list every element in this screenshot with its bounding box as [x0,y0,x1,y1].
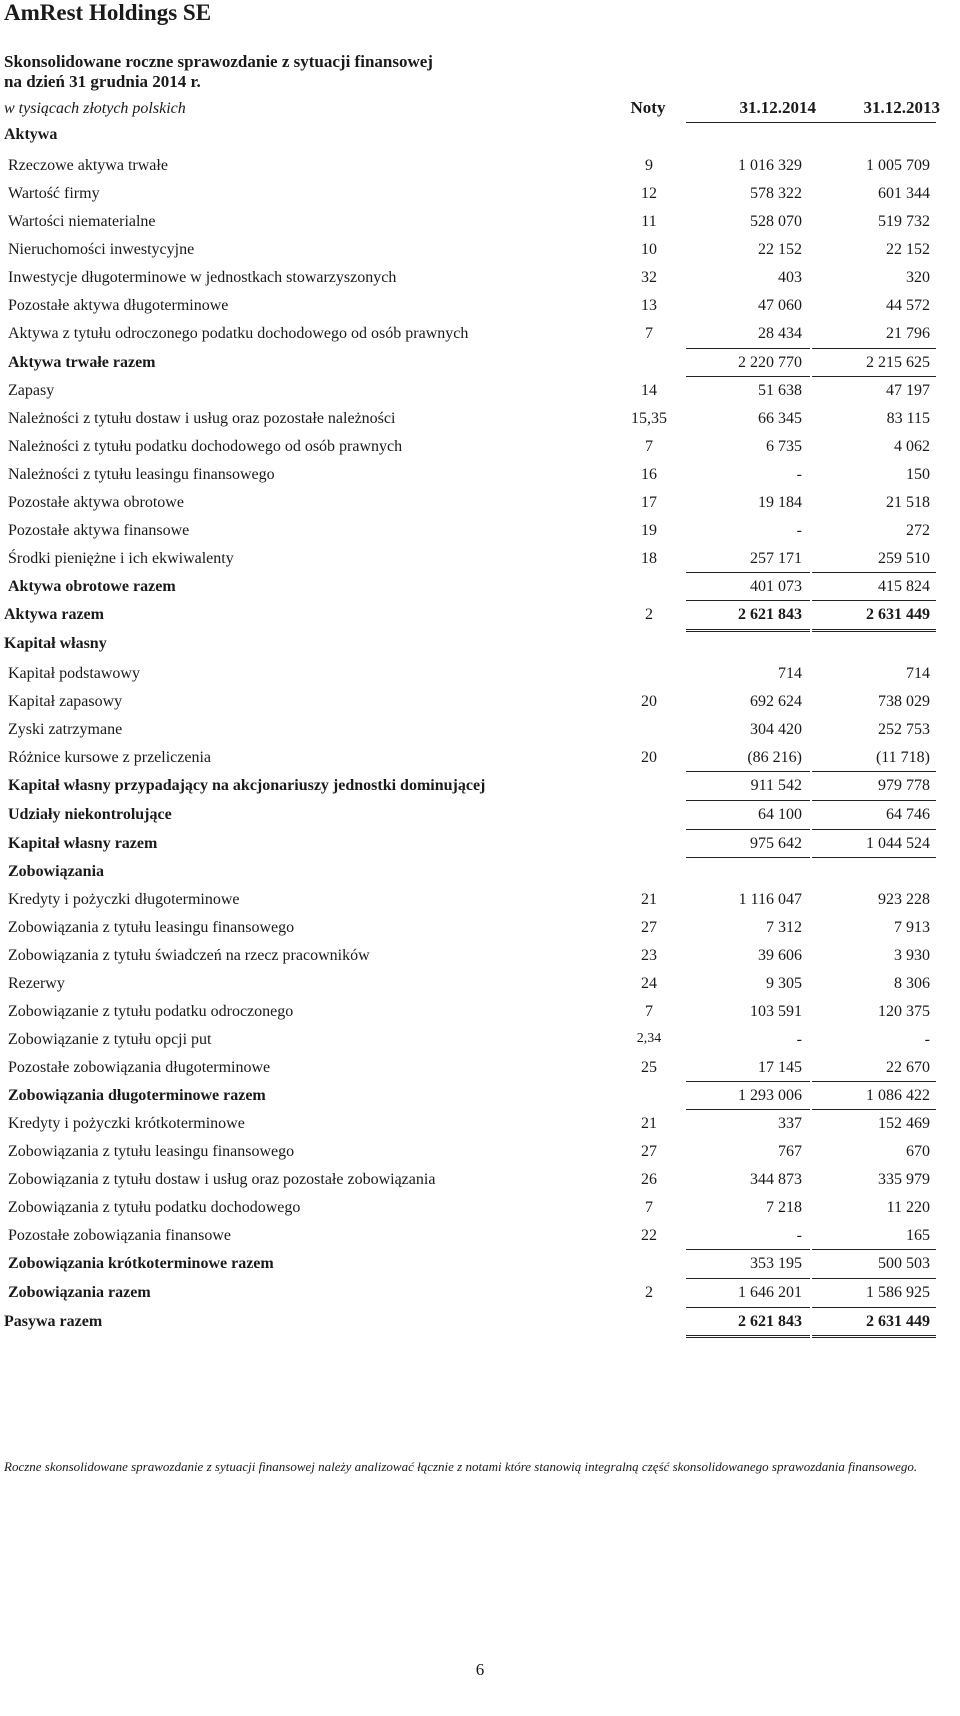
year-2013-column-header: 31.12.2013 [863,98,940,117]
value-2014: 2 621 843 [738,1313,802,1330]
row-label: Pozostałe zobowiązania długoterminowe [8,1059,271,1076]
value-2013: - [924,1031,930,1048]
value-2014: 2 220 770 [738,354,802,371]
underline-rule [686,572,810,573]
value-2013: 152 469 [878,1115,930,1132]
value-2014: 7 312 [766,919,802,936]
table-row [0,185,960,213]
value-2014: 257 171 [750,550,802,567]
table-row [0,438,960,466]
underline-rule [686,1307,810,1308]
row-label: Kredyty i pożyczki długoterminowe [8,891,240,908]
value-2013: 1 086 422 [866,1087,930,1104]
table-row [0,494,960,522]
value-2014: 64 100 [758,806,802,823]
value-2013: 22 670 [886,1059,930,1076]
row-label: Udziały niekontrolujące [8,806,172,823]
underline-rule [812,629,936,632]
underline-rule [686,1249,810,1250]
underline-rule [686,348,810,349]
value-2013: 165 [906,1227,930,1244]
value-2013: 11 220 [886,1199,930,1216]
value-2014: 403 [778,269,802,286]
value-2014: 911 542 [750,777,802,794]
notes-column-header: Noty [630,98,666,117]
table-row [0,919,960,947]
balance-sheet-table [0,126,960,1341]
table-row [0,749,960,777]
row-note: 15,35 [631,410,667,427]
underline-rule [812,1249,936,1250]
table-row [0,975,960,1003]
value-2013: 272 [906,522,930,539]
underline-rule [812,600,936,601]
value-2013: 120 375 [878,1003,930,1020]
table-row [0,269,960,297]
row-note: 2,34 [636,1031,662,1046]
value-2014: - [796,1227,802,1244]
underline-rule [812,1109,936,1110]
value-2014: - [796,1031,802,1048]
table-row [0,213,960,241]
value-2014: 22 152 [758,241,802,258]
value-2013: 2 631 449 [866,1313,930,1330]
row-note: 19 [641,522,657,539]
value-2013: 335 979 [878,1171,930,1188]
table-row [0,578,960,606]
row-note: 7 [645,438,653,455]
table-row [0,297,960,325]
row-note: 21 [641,891,657,908]
value-2013: 4 062 [894,438,930,455]
row-note: 7 [645,1199,653,1216]
value-2014: 7 218 [766,1199,802,1216]
row-label: Aktywa z tytułu odroczonego podatku dochodowego od osób prawnych [8,325,469,342]
table-row [0,1143,960,1171]
value-2014: 17 145 [758,1059,802,1076]
value-2014: 66 345 [758,410,802,427]
row-note: 12 [641,185,657,202]
underline-rule [686,771,810,772]
row-label: Należności z tytułu leasingu finansowego [8,466,275,483]
table-row [0,835,960,863]
table-row [0,1284,960,1313]
row-label: Różnice kursowe z przeliczenia [8,749,212,766]
value-2013: 670 [906,1143,930,1160]
value-2013: 47 197 [886,382,930,399]
value-2013: 259 510 [878,550,930,567]
row-note: 20 [641,693,657,710]
row-label: Pasywa razem [4,1313,103,1330]
underline-rule [812,1307,936,1308]
row-label: Pozostałe aktywa finansowe [8,522,190,539]
value-2013: 320 [906,269,930,286]
table-row [0,806,960,835]
value-2014: 103 591 [750,1003,802,1020]
table-row [0,325,960,354]
row-note: 17 [641,494,657,511]
value-2013: 979 778 [878,777,930,794]
currency-unit: w tysiącach złotych polskich [4,100,186,117]
row-note: 18 [641,550,657,567]
value-2013: 714 [906,665,930,682]
row-note: 2 [645,1284,653,1301]
table-row [0,382,960,410]
value-2014: 578 322 [750,185,802,202]
row-note: 23 [641,947,657,964]
table-row [0,947,960,975]
statement-date: na dzień 31 grudnia 2014 r. [4,72,201,91]
table-row [0,863,960,891]
value-2014: 51 638 [758,382,802,399]
underline-rule [812,1278,936,1279]
row-note: 7 [645,325,653,342]
row-label: Zyski zatrzymane [8,721,123,738]
row-label: Zobowiązanie z tytułu opcji put [8,1031,212,1048]
value-2014: 344 873 [750,1171,802,1188]
underline-rule [812,1335,936,1338]
underline-rule [686,1335,810,1338]
row-label: Aktywa razem [4,606,104,623]
value-2013: 21 518 [886,494,930,511]
underline-rule [686,857,810,858]
row-label: Wartości niematerialne [8,213,156,230]
row-label: Kapitał zapasowy [8,693,123,710]
table-row [0,466,960,494]
row-label: Zobowiązania z tytułu świadczeń na rzecz pracowników [8,947,370,964]
value-2014: 353 195 [750,1255,802,1272]
underline-rule [812,800,936,801]
value-2013: 64 746 [886,806,930,823]
row-label: Pozostałe zobowiązania finansowe [8,1227,232,1244]
table-row [0,1031,960,1059]
value-2013: 500 503 [878,1255,930,1272]
underline-rule [812,857,936,858]
underline-rule [812,348,936,349]
underline-rule [686,1109,810,1110]
row-label: Aktywa obrotowe razem [8,578,176,595]
table-row [0,1171,960,1199]
value-2013: 83 115 [886,410,930,427]
statement-title: Skonsolidowane roczne sprawozdanie z sytuacji finansowej [4,52,433,71]
table-row [0,606,960,635]
row-label: Kapitał własny razem [8,835,158,852]
value-2014: 47 060 [758,297,802,314]
row-note: 20 [641,749,657,766]
row-note: 27 [641,1143,657,1160]
row-note: 21 [641,1115,657,1132]
value-2013: 1 586 925 [866,1284,930,1301]
value-2014: 2 621 843 [738,606,802,623]
table-row [0,1059,960,1087]
table-row [0,522,960,550]
row-label: Aktywa trwałe razem [8,354,156,371]
table-row [0,721,960,749]
value-2014: 714 [778,665,802,682]
value-2013: 252 753 [878,721,930,738]
row-note: 2 [645,606,653,623]
value-2014: 337 [778,1115,802,1132]
row-label: Środki pieniężne i ich ekwiwalenty [8,550,234,567]
row-note: 25 [641,1059,657,1076]
value-2014: 767 [778,1143,802,1160]
row-note: 13 [641,297,657,314]
value-2013: 150 [906,466,930,483]
table-row [0,777,960,806]
value-2013: 3 930 [894,947,930,964]
row-note: 26 [641,1171,657,1188]
table-row [0,1003,960,1031]
table-row [0,1199,960,1227]
row-label: Kapitał podstawowy [8,665,140,682]
underline-rule [686,600,810,601]
row-note: 22 [641,1227,657,1244]
footnote: Roczne skonsolidowane sprawozdanie z sytuacji finansowej należy analizować łącznie z notami które stanowią integralną część skonsolidowanego sprawozdania finansowego. [4,1459,918,1474]
row-label: Kapitał własny przypadający na akcjonariuszy jednostki dominującej [8,777,486,794]
value-2013: 1 005 709 [866,157,930,174]
value-2013: 415 824 [878,578,930,595]
row-label: Zobowiązania razem [8,1284,151,1301]
company-name: AmRest Holdings SE [4,0,212,25]
value-2013: 21 796 [886,325,930,342]
value-2014: 401 073 [750,578,802,595]
row-label: Inwestycje długoterminowe w jednostkach stowarzyszonych [8,269,397,286]
value-2014: (86 216) [747,749,802,766]
value-2013: 601 344 [878,185,930,202]
underline-rule [812,572,936,573]
row-note: 7 [645,1003,653,1020]
value-2013: 1 044 524 [866,835,930,852]
value-2013: 923 228 [878,891,930,908]
column-header-row [4,98,940,122]
row-note: 24 [641,975,657,992]
value-2014: 975 642 [750,835,802,852]
row-label: Zobowiązania długoterminowe razem [8,1087,266,1104]
underline-rule [686,800,810,801]
value-2014: 692 624 [750,693,802,710]
row-label: Pozostałe aktywa obrotowe [8,494,184,511]
row-note: 16 [641,466,657,483]
header-underline [686,122,936,123]
value-2014: 1 646 201 [738,1284,802,1301]
row-label: Wartość firmy [8,185,100,202]
table-row [0,241,960,269]
table-row [0,1255,960,1284]
row-label: Zobowiązania [8,863,105,880]
table-row [0,1087,960,1115]
underline-rule [812,771,936,772]
row-note: 11 [641,213,657,230]
row-note: 10 [641,241,657,258]
value-2014: 39 606 [758,947,802,964]
underline-rule [812,1081,936,1082]
value-2013: 2 631 449 [866,606,930,623]
value-2013: 519 732 [878,213,930,230]
row-label: Zapasy [8,382,55,399]
table-row [0,665,960,693]
row-label: Kapitał własny [4,635,107,652]
year-2014-column-header: 31.12.2014 [739,98,816,117]
value-2014: 1 016 329 [738,157,802,174]
table-row [0,126,960,157]
value-2014: 304 420 [750,721,802,738]
row-note: 9 [645,157,653,174]
underline-rule [812,829,936,830]
row-label: Zobowiązania z tytułu dostaw i usług oraz pozostałe zobowiązania [8,1171,436,1188]
value-2014: 528 070 [750,213,802,230]
value-2013: 7 913 [894,919,930,936]
table-row [0,550,960,578]
value-2014: - [796,466,802,483]
row-label: Aktywa [4,126,58,143]
table-row [0,1313,960,1341]
underline-rule [686,629,810,632]
value-2014: 9 305 [766,975,802,992]
table-row [0,157,960,185]
page-number: 6 [475,1660,485,1679]
row-note: 27 [641,919,657,936]
value-2013: 22 152 [886,241,930,258]
underline-rule [686,829,810,830]
value-2013: (11 718) [875,749,930,766]
row-label: Zobowiązania z tytułu podatku dochodowego [8,1199,301,1216]
table-row [0,1115,960,1143]
value-2013: 8 306 [894,975,930,992]
value-2013: 738 029 [878,693,930,710]
row-label: Nieruchomości inwestycyjne [8,241,195,258]
underline-rule [812,376,936,377]
row-label: Należności z tytułu dostaw i usług oraz pozostałe należności [8,410,396,427]
row-label: Kredyty i pożyczki krótkoterminowe [8,1115,245,1132]
row-label: Rzeczowe aktywa trwałe [8,157,168,174]
underline-rule [686,1278,810,1279]
underline-rule [686,1081,810,1082]
row-label: Zobowiązania krótkoterminowe razem [8,1255,274,1272]
row-label: Zobowiązanie z tytułu podatku odroczonego [8,1003,294,1020]
value-2014: - [796,522,802,539]
value-2014: 19 184 [758,494,802,511]
table-row [0,693,960,721]
value-2014: 6 735 [766,438,802,455]
row-label: Pozostałe aktywa długoterminowe [8,297,229,314]
row-label: Należności z tytułu podatku dochodowego od osób prawnych [8,438,403,455]
row-note: 32 [641,269,657,286]
table-row [0,410,960,438]
row-label: Zobowiązania z tytułu leasingu finansowego [8,1143,295,1160]
row-label: Zobowiązania z tytułu leasingu finansowego [8,919,295,936]
table-row [0,635,960,665]
value-2014: 28 434 [758,325,802,342]
value-2014: 1 116 047 [738,891,802,908]
row-label: Rezerwy [8,975,65,992]
value-2013: 44 572 [886,297,930,314]
value-2013: 2 215 625 [866,354,930,371]
table-row [0,891,960,919]
row-note: 14 [641,382,657,399]
table-row [0,354,960,382]
table-row [0,1227,960,1255]
underline-rule [686,376,810,377]
value-2014: 1 293 006 [738,1087,802,1104]
